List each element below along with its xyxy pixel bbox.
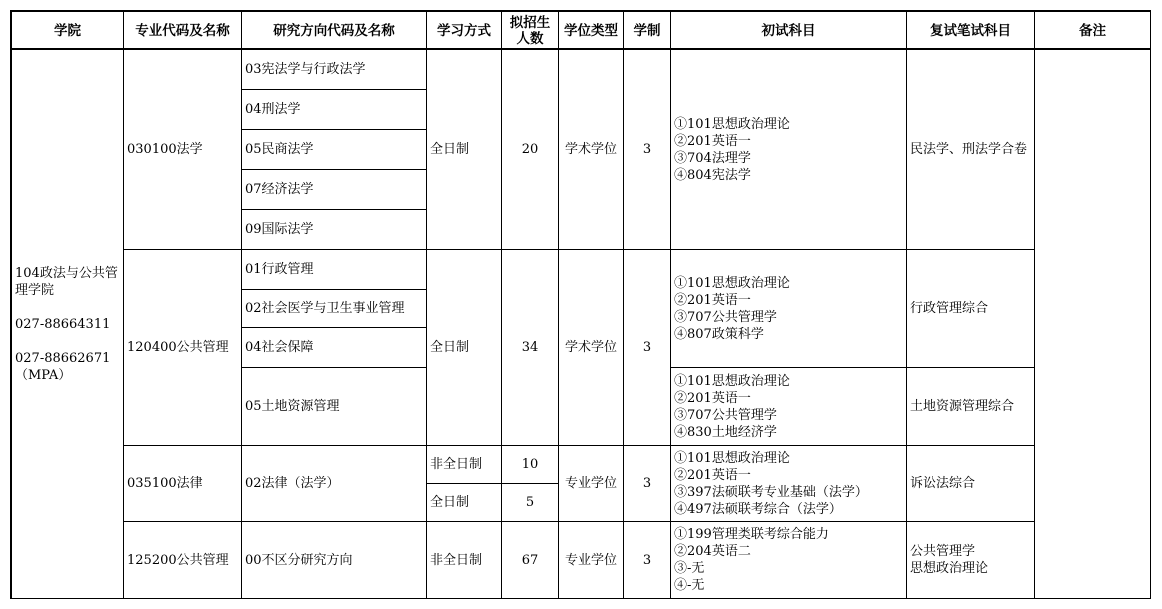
quota: 10: [501, 445, 558, 483]
exam-subject: ④807政策科学: [674, 326, 764, 342]
retest-subjects: 诉讼法综合: [906, 445, 1034, 521]
years: 3: [623, 249, 670, 445]
college-phone-2-note: （MPA）: [15, 367, 72, 383]
header-retest: 复试笔试科目: [906, 11, 1034, 49]
direction-item: 00不区分研究方向: [241, 521, 426, 598]
major-law: 030100法学: [123, 49, 241, 249]
header-major: 专业代码及名称: [123, 11, 241, 49]
exam-subject: ②204英语二: [674, 544, 751, 559]
direction-item: 07经济法学: [241, 169, 426, 209]
study-mode: 非全日制: [426, 445, 501, 483]
degree-type: 学术学位: [558, 49, 623, 249]
exam-subject: ④830土地经济学: [674, 424, 777, 440]
degree-type: 专业学位: [558, 521, 623, 598]
exam-subject: ③707公共管理学: [674, 309, 777, 325]
header-exam: 初试科目: [670, 11, 906, 49]
years: 3: [623, 445, 670, 521]
college-name: 104政法与公共管理学院: [15, 265, 118, 298]
quota: 20: [501, 49, 558, 249]
retest-subject: 思想政治理论: [910, 561, 989, 576]
header-college: 学院: [11, 11, 123, 49]
college-phone-1: 027-88664311: [15, 316, 111, 332]
major-mpa: 125200公共管理: [123, 521, 241, 598]
exam-subject: ③704法理学: [674, 150, 751, 166]
direction-item: 04社会保障: [241, 327, 426, 367]
degree-type: 专业学位: [558, 445, 623, 521]
header-remarks: 备注: [1034, 11, 1150, 49]
exam-subject: ④-无: [674, 578, 705, 593]
direction-item: 09国际法学: [241, 209, 426, 249]
quota: 5: [501, 483, 558, 521]
quota: 67: [501, 521, 558, 598]
exam-subject: ②201英语一: [674, 467, 751, 483]
header-divider: [10, 48, 1151, 50]
exam-subject: ③-无: [674, 561, 705, 576]
table-border: [10, 10, 1151, 599]
exam-subject: ①101思想政治理论: [674, 275, 790, 291]
exam-subject: ③397法硕联考专业基础（法学）: [674, 484, 868, 500]
study-mode: 全日制: [426, 49, 501, 249]
exam-subject: ②201英语一: [674, 292, 751, 308]
college-phone-2: 027-88662671: [15, 350, 111, 366]
exam-subject: ①101思想政治理论: [674, 116, 790, 132]
exam-subject: ④497法硕联考综合（法学）: [674, 501, 842, 517]
major-jurisprudence: 035100法律: [123, 445, 241, 521]
exam-subject: ②201英语一: [674, 390, 751, 406]
retest-subject: 公共管理学: [910, 544, 976, 559]
direction-item: 01行政管理: [241, 249, 426, 289]
direction-item: 03宪法学与行政法学: [241, 49, 426, 89]
retest-subjects: 土地资源管理综合: [906, 367, 1034, 445]
years: 3: [623, 49, 670, 249]
exam-subject: ④804宪法学: [674, 167, 751, 183]
degree-type: 学术学位: [558, 249, 623, 445]
major-public-admin: 120400公共管理: [123, 249, 241, 445]
direction-item: 05民商法学: [241, 129, 426, 169]
years: 3: [623, 521, 670, 598]
header-direction: 研究方向代码及名称: [241, 11, 426, 49]
direction-item: 02法律（法学）: [241, 445, 426, 521]
header-years: 学制: [623, 11, 670, 49]
study-mode: 非全日制: [426, 521, 501, 598]
exam-subject: ①101思想政治理论: [674, 373, 790, 389]
study-mode: 全日制: [426, 483, 501, 521]
retest-subjects: 民法学、刑法学合卷: [906, 49, 1034, 249]
retest-subjects: 行政管理综合: [906, 249, 1034, 367]
exam-subject: ②201英语一: [674, 133, 751, 149]
direction-item: 04刑法学: [241, 89, 426, 129]
header-quota: 拟招生 人数: [501, 11, 558, 49]
header-mode: 学习方式: [426, 11, 501, 49]
exam-subject: ①199管理类联考综合能力: [674, 527, 829, 542]
study-mode: 全日制: [426, 249, 501, 445]
header-degree: 学位类型: [558, 11, 623, 49]
direction-item: 02社会医学与卫生事业管理: [241, 289, 426, 327]
exam-subject: ③707公共管理学: [674, 407, 777, 423]
direction-item: 05土地资源管理: [241, 367, 426, 445]
exam-subject: ①101思想政治理论: [674, 450, 790, 466]
quota: 34: [501, 249, 558, 445]
